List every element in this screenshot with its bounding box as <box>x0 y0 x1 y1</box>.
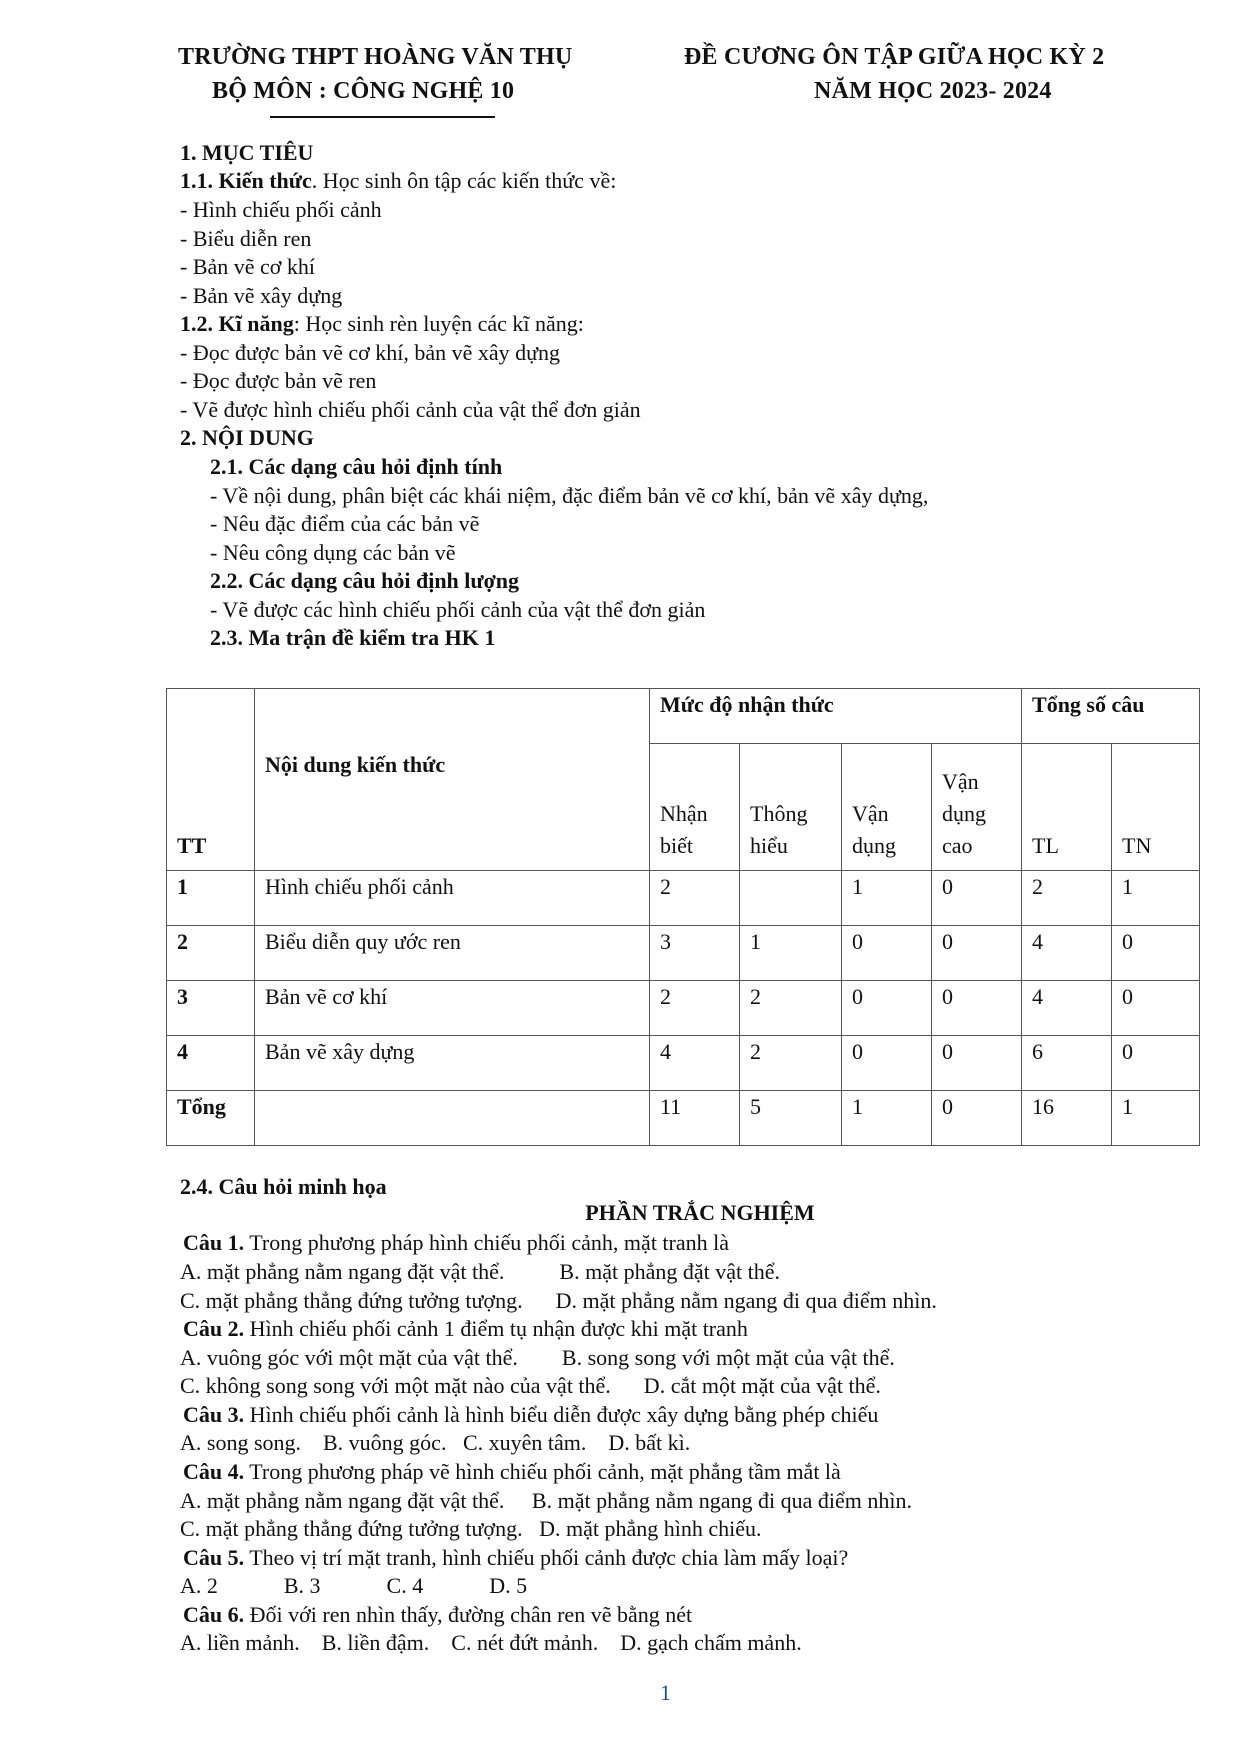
question-text: Trong phương pháp hình chiếu phối cảnh, mặt tranh là <box>244 1230 730 1255</box>
cell-vdc: 0 <box>932 926 1022 981</box>
skill-label: 1.2. Kĩ năng <box>180 311 294 336</box>
cell-content: Bản vẽ cơ khí <box>255 981 650 1036</box>
quantitative-item: - Vẽ được các hình chiếu phối cảnh của vật thể đơn giản <box>210 597 706 622</box>
answer-options: A. liền mảnh. B. liền đậm. C. nét đứt mảnh. D. gạch chấm mảnh. <box>180 1630 802 1655</box>
question-label: Câu 1. <box>183 1230 245 1255</box>
section-2-1-title: 2.1. Các dạng câu hỏi định tính <box>210 454 503 479</box>
cell-vdc: 0 <box>932 981 1022 1036</box>
cell-vdc: 0 <box>932 871 1022 926</box>
header-cognitive-level: Mức độ nhận thức <box>650 689 1022 744</box>
cell-th: 1 <box>740 926 842 981</box>
cell-tt: 4 <box>167 1036 255 1091</box>
question-text: Đối với ren nhìn thấy, đường chân ren vẽ bằng nét <box>244 1602 693 1627</box>
cell-vd: 0 <box>842 981 932 1036</box>
cell-tn: 0 <box>1112 926 1200 981</box>
cell-tn: 0 <box>1112 1036 1200 1091</box>
section-2-title: 2. NỘI DUNG <box>180 425 314 450</box>
cell-tl: 4 <box>1022 926 1112 981</box>
cell-th: 5 <box>740 1091 842 1146</box>
skill-line <box>180 309 584 338</box>
cell-tt: 2 <box>167 926 255 981</box>
skill-item: - Đọc được bản vẽ cơ khí, bản vẽ xây dựng <box>180 340 561 365</box>
cell-content: Bản vẽ xây dựng <box>255 1036 650 1091</box>
cell-vd: 0 <box>842 926 932 981</box>
cell-content: Hình chiếu phối cảnh <box>255 871 650 926</box>
knowledge-item: - Bản vẽ cơ khí <box>180 254 316 279</box>
skill-text: : Học sinh rèn luyện các kĩ năng: <box>293 311 584 336</box>
header-recognition: Nhận biết <box>650 744 740 871</box>
header-content: Nội dung kiến thức <box>255 689 650 871</box>
qualitative-item: - Về nội dung, phân biệt các khái niệm, đặc điểm bản vẽ cơ khí, bản vẽ xây dựng, <box>210 483 929 508</box>
cell-nb: 3 <box>650 926 740 981</box>
question-text: Trong phương pháp vẽ hình chiếu phối cảnh, mặt phẳng tầm mắt là <box>244 1459 841 1484</box>
knowledge-item: - Biểu diễn ren <box>180 226 312 251</box>
cell-tt: 3 <box>167 981 255 1036</box>
cell-tl: 16 <box>1022 1091 1112 1146</box>
answer-options: C. mặt phẳng thẳng đứng tưởng tượng. D. mặt phẳng nằm ngang đi qua điểm nhìn. <box>180 1288 937 1313</box>
question-label: Câu 2. <box>183 1316 245 1341</box>
multiple-choice-heading: PHẦN TRẮC NGHIỆM <box>585 1200 815 1225</box>
cell-content <box>255 1091 650 1146</box>
cell-tt: Tổng <box>167 1091 255 1146</box>
cell-tl: 2 <box>1022 871 1112 926</box>
knowledge-item: - Bản vẽ xây dựng <box>180 283 343 308</box>
header-application: Vận dụng <box>842 744 932 871</box>
table-row <box>167 926 1200 981</box>
question-6 <box>183 1600 692 1629</box>
qualitative-item: - Nêu công dụng các bản vẽ <box>210 540 456 565</box>
cell-vdc: 0 <box>932 1091 1022 1146</box>
cell-tn: 1 <box>1112 1091 1200 1146</box>
table-total-row <box>167 1091 1200 1146</box>
cell-nb: 4 <box>650 1036 740 1091</box>
table-row <box>167 981 1200 1036</box>
question-label: Câu 5. <box>183 1545 245 1570</box>
question-text: Hình chiếu phối cảnh là hình biểu diễn được xây dựng bằng phép chiếu <box>244 1402 879 1427</box>
header-tt: TT <box>167 689 255 871</box>
question-text: Theo vị trí mặt tranh, hình chiếu phối cảnh được chia làm mấy loại? <box>244 1545 849 1570</box>
qualitative-item: - Nêu đặc điểm của các bản vẽ <box>210 511 480 536</box>
question-text: Hình chiếu phối cảnh 1 điểm tụ nhận được khi mặt tranh <box>244 1316 748 1341</box>
cell-tl: 4 <box>1022 981 1112 1036</box>
cell-tn: 1 <box>1112 871 1200 926</box>
header-total-questions: Tổng số câu <box>1022 689 1200 744</box>
cell-vd: 0 <box>842 1036 932 1091</box>
header-comprehension: Thông hiểu <box>740 744 842 871</box>
header-underline <box>270 116 495 118</box>
question-1 <box>183 1228 729 1257</box>
knowledge-text: . Học sinh ôn tập các kiến thức về: <box>311 168 617 193</box>
cell-content: Biểu diễn quy ước ren <box>255 926 650 981</box>
knowledge-line <box>180 166 616 195</box>
page-number: 1 <box>660 1680 671 1705</box>
question-label: Câu 6. <box>183 1602 245 1627</box>
cell-vd: 1 <box>842 871 932 926</box>
answer-options: C. không song song với một mặt nào của vật thể. D. cắt một mặt của vật thể. <box>180 1373 881 1398</box>
section-1-title: 1. MỤC TIÊU <box>180 140 314 165</box>
cell-tt: 1 <box>167 871 255 926</box>
answer-options: A. 2 B. 3 C. 4 D. 5 <box>180 1573 528 1598</box>
answer-options: A. mặt phẳng nằm ngang đặt vật thể. B. mặt phẳng nằm ngang đi qua điểm nhìn. <box>180 1488 912 1513</box>
header-high-application: Vận dụng cao <box>932 744 1022 871</box>
table-row <box>167 1036 1200 1091</box>
cell-vdc: 0 <box>932 1036 1022 1091</box>
knowledge-item: - Hình chiếu phối cảnh <box>180 197 382 222</box>
cell-tn: 0 <box>1112 981 1200 1036</box>
cell-nb: 11 <box>650 1091 740 1146</box>
section-2-4-title: 2.4. Câu hỏi minh họa <box>180 1174 387 1199</box>
question-3 <box>183 1400 878 1429</box>
question-2 <box>183 1314 748 1343</box>
question-5 <box>183 1543 848 1572</box>
cell-th: 2 <box>740 1036 842 1091</box>
cell-tl: 6 <box>1022 1036 1112 1091</box>
answer-options: A. song song. B. vuông góc. C. xuyên tâm. D. bất kì. <box>180 1430 691 1455</box>
test-matrix-table <box>166 688 1200 1146</box>
department-name: BỘ MÔN : CÔNG NGHỆ 10 <box>212 78 515 104</box>
cell-th <box>740 871 842 926</box>
question-label: Câu 3. <box>183 1402 245 1427</box>
header-tn: TN <box>1112 744 1200 871</box>
cell-th: 2 <box>740 981 842 1036</box>
document-title: ĐỀ CƯƠNG ÔN TẬP GIỮA HỌC KỲ 2 <box>684 44 1105 70</box>
cell-nb: 2 <box>650 871 740 926</box>
skill-item: - Đọc được bản vẽ ren <box>180 368 377 393</box>
question-4 <box>183 1457 841 1486</box>
school-year: NĂM HỌC 2023- 2024 <box>814 78 1052 104</box>
school-name: TRƯỜNG THPT HOÀNG VĂN THỤ <box>178 44 573 70</box>
header-tl: TL <box>1022 744 1112 871</box>
question-label: Câu 4. <box>183 1459 245 1484</box>
section-2-2-title: 2.2. Các dạng câu hỏi định lượng <box>210 568 520 593</box>
section-2-3-title: 2.3. Ma trận đề kiểm tra HK 1 <box>210 625 496 650</box>
cell-nb: 2 <box>650 981 740 1036</box>
skill-item: - Vẽ được hình chiếu phối cảnh của vật thể đơn giản <box>180 397 641 422</box>
knowledge-label: 1.1. Kiến thức <box>180 168 312 193</box>
answer-options: A. mặt phẳng nằm ngang đặt vật thể. B. mặt phẳng đặt vật thể. <box>180 1259 780 1284</box>
answer-options: A. vuông góc với một mặt của vật thể. B. song song với một mặt của vật thể. <box>180 1345 895 1370</box>
cell-vd: 1 <box>842 1091 932 1146</box>
table-row <box>167 871 1200 926</box>
answer-options: C. mặt phẳng thẳng đứng tưởng tượng. D. mặt phẳng hình chiếu. <box>180 1516 762 1541</box>
